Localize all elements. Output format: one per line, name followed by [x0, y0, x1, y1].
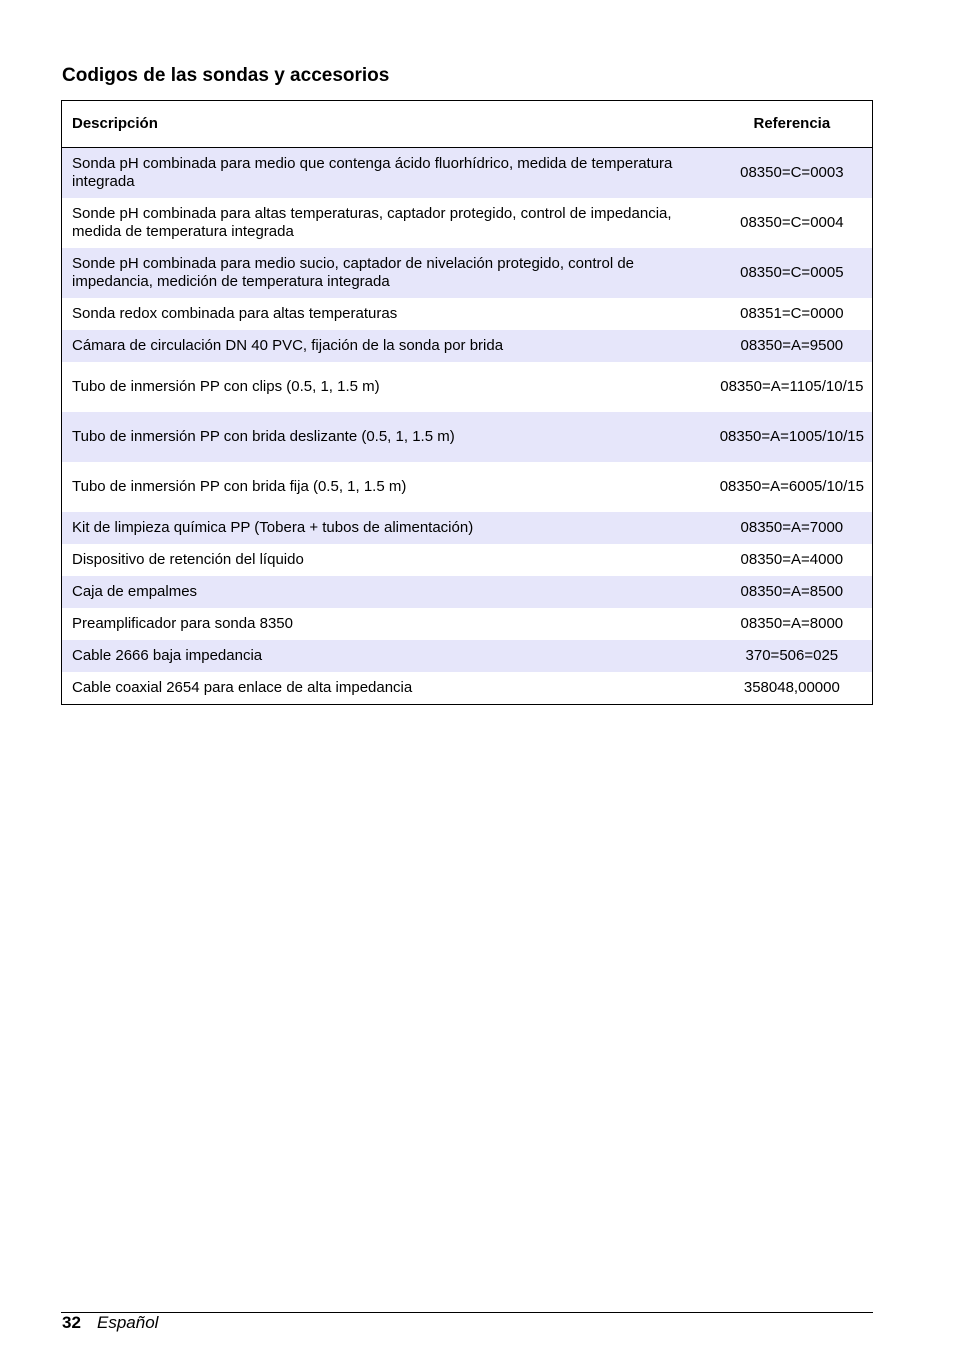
row-reference: 370=506=025: [712, 640, 873, 672]
parts-table: [61, 100, 873, 705]
table-row: [62, 412, 873, 462]
table-row: [62, 640, 873, 672]
row-description: Cable 2666 baja impedancia: [62, 640, 712, 672]
row-reference: 08350=A=4000: [712, 544, 873, 576]
page-number: 32: [62, 1313, 81, 1332]
row-description: Sonda pH combinada para medio que contenga ácido fluorhídrico, medida de temperatura integrada: [62, 148, 712, 199]
table-row: [62, 544, 873, 576]
table-row: [62, 330, 873, 362]
row-description: Tubo de inmersión PP con brida deslizante (0.5, 1, 1.5 m): [62, 412, 712, 462]
table-row: [62, 362, 873, 412]
row-reference: 358048,00000: [712, 672, 873, 705]
row-description: Sonda redox combinada para altas temperaturas: [62, 298, 712, 330]
row-reference: 08350=A=1005/10/15: [712, 412, 873, 462]
table-row: [62, 148, 873, 199]
row-reference: 08350=C=0004: [712, 198, 873, 248]
row-description: Preamplificador para sonda 8350: [62, 608, 712, 640]
row-reference: 08350=C=0003: [712, 148, 873, 199]
row-reference: 08350=A=8500: [712, 576, 873, 608]
section-title: Codigos de las sondas y accesorios: [62, 65, 390, 86]
table-row: [62, 198, 873, 248]
footer-language: Español: [97, 1313, 159, 1332]
table-header-row: [62, 101, 873, 148]
table-row: [62, 298, 873, 330]
column-header-reference: Referencia: [712, 101, 873, 148]
row-reference: 08350=A=8000: [712, 608, 873, 640]
row-description: Tubo de inmersión PP con brida fija (0.5, 1, 1.5 m): [62, 462, 712, 512]
row-description: Tubo de inmersión PP con clips (0.5, 1, 1.5 m): [62, 362, 712, 412]
row-description: Sonde pH combinada para medio sucio, captador de nivelación protegido, control de impedancia, medición de temperatura integrada: [62, 248, 712, 298]
row-reference: 08350=A=6005/10/15: [712, 462, 873, 512]
row-description: Caja de empalmes: [62, 576, 712, 608]
row-description: Cámara de circulación DN 40 PVC, fijación de la sonda por brida: [62, 330, 712, 362]
table-row: [62, 672, 873, 705]
row-reference: 08350=A=7000: [712, 512, 873, 544]
row-reference: 08350=A=9500: [712, 330, 873, 362]
table-row: [62, 462, 873, 512]
table-row: [62, 576, 873, 608]
table-row: [62, 608, 873, 640]
row-reference: 08350=A=1105/10/15: [712, 362, 873, 412]
row-reference: 08350=C=0005: [712, 248, 873, 298]
row-description: Kit de limpieza química PP (Tobera + tubos de alimentación): [62, 512, 712, 544]
row-reference: 08351=C=0000: [712, 298, 873, 330]
column-header-description: Descripción: [62, 101, 712, 148]
table-row: [62, 512, 873, 544]
row-description: Cable coaxial 2654 para enlace de alta impedancia: [62, 672, 712, 705]
footer-divider: [61, 1312, 873, 1313]
row-description: Dispositivo de retención del líquido: [62, 544, 712, 576]
table-row: [62, 248, 873, 298]
row-description: Sonde pH combinada para altas temperaturas, captador protegido, control de impedancia, medida de temperatura integrada: [62, 198, 712, 248]
